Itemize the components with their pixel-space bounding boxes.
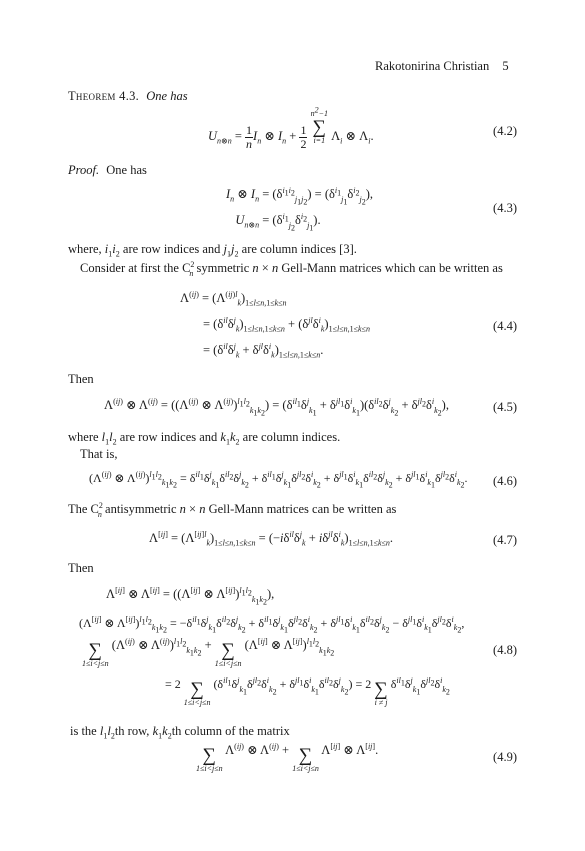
paragraph-where-indices: where, $i_1i_2$ are row indices and $j_1j_2$ are column indices [3]. [68, 242, 357, 259]
proof-label: Proof. [68, 163, 100, 177]
equation-number: (4.9) [493, 750, 517, 764]
proof-text: One has [106, 163, 147, 177]
equation-4-8-line2: (Λ[ij] ⊗ $\Lambda[ij])^{l_1l_2}_{k_1k_2} = -\delta^{il_1}\delta^j_{k_1}\delta^{il_2}\delta^j_{k_2} + \delta^{il_1}\delta^j_{k_1}\delta^{jl_2}\delta^i_{k_2} + \delta^{jl_1}\delta^i_{k_1}\delta^{il_2}\delta^j_{k_2} - \delta^{jl_1}\delta^i_{k_1}\delta^{jl_2}\delta^i_{k_2}$, [79, 615, 465, 635]
paragraph-where-2: where $l_1l_2$ are row indices and $k_1k_2$ are column indices. [68, 430, 341, 447]
paragraph-consider: Consider at first the $C^2_n$ symmetric n × n Gell-Mann matrices which can be written as [80, 259, 503, 278]
equation-4-4-line1: $\Lambda^{(ij)} = (\Lambda^{(ij)l}_k)_{1\le l\le n,1\le k\le n}$ [180, 289, 287, 308]
header-author: Rakotonirina Christian [375, 59, 490, 73]
equation-number: (4.3) [493, 201, 517, 215]
running-header [375, 59, 509, 73]
equation-4-8-line1: Λ[ij] ⊗ Λ[ij] = ((Λ[ij] ⊗ Λ[ij])$^{l_1l_2}_{k_1k_2}$), [106, 585, 275, 607]
equation-number: (4.4) [493, 319, 517, 333]
equation-4-7: $\Lambda[ij] = (\Lambda^{[ij]l}_k)_{1\le l\le n,1\le k\le n} = (-i\delta^{il}\delta^j_k + i\delta^{jl}\delta^i_k)_{1\le l\le n,1\le k\le n}$. [149, 529, 394, 548]
page-number: 5 [502, 59, 509, 73]
paragraph-antisymmetric: The $C^2_n$ antisymmetric n × n Gell-Mann matrices can be written as [68, 500, 397, 519]
paragraph-is-the: is the $l_1l_2th$ row, $k_1k_2th$ column of the matrix [70, 724, 290, 741]
equation-4-2: $U_{n\otimes n}$ = $\frac{1}{n}$ $I_n$ ⊗ $I_n$ + $\frac{1}{2}$ $n^2-1$ ∑ i=1 $\Lambda_i$ ⊗ $\Lambda_i$. [208, 105, 374, 151]
equation-4-8-line4: = 2 ∑ 1≤i<j≤n $(\delta^{il_1}\delta^j_{k_1}\delta^{jl_2}\delta^i_{k_2} + \delta^{jl_1}\delta^i_{k_1}\delta^{il_2}\delta^j_{k_2}) = 2$ ∑ i ≠ j $\delta^{il_1}\delta^j_{k_1}\delta^{jl_2}\delta^i_{k_2}$ [165, 676, 450, 707]
theorem-statement: One has [146, 89, 188, 103]
equation-4-3-line1: $I_n$ ⊗ $I_n = (\delta^{i_1i_2}_{j_1j_2}) = (\delta^{i_1}_{j_1}\delta^{i_2}_{j_2})$, [226, 185, 374, 207]
paragraph-then-1: Then [68, 372, 94, 386]
equation-number: (4.8) [493, 643, 517, 657]
equation-number: (4.2) [493, 124, 517, 138]
equation-number: (4.6) [493, 474, 517, 488]
equation-number: (4.5) [493, 400, 517, 414]
paragraph-then-2: Then [68, 561, 94, 575]
equation-number: (4.7) [493, 533, 517, 547]
equation-4-6: ($\Lambda^{(ij)}$ ⊗ $\Lambda^{(ij)})^{l_1l_2}_{k_1k_2} = \delta^{il_1}\delta^j_{k_1}\delta^{il_2}\delta^j_{k_2} + \delta^{il_1}\delta^j_{k_1}\delta^{jl_2}\delta^i_{k_2} + \delta^{jl_1}\delta^i_{k_1}\delta^{il_2}\delta^j_{k_2} + \delta^{jl_1}\delta^i_{k_1}\delta^{jl_2}\delta^i_{k_2}$. [89, 470, 468, 490]
theorem-heading [68, 89, 188, 103]
equation-4-3-line2: $U_{n\otimes n} = (\delta^{i_1}_{j_2}\delta^{i_2}_{j_1})$. [235, 211, 321, 233]
equation-4-9: ∑ 1≤i<j≤n $\Lambda^{(ij)}$ ⊗ $\Lambda^{(ij)}$ + ∑ 1≤i<j≤n Λ[ij] ⊗ Λ[ij]. [196, 742, 379, 773]
equation-4-5: $\Lambda^{(ij)}$ ⊗ $\Lambda^{(ij)} = ((\Lambda^{(ij)}$ ⊗ $\Lambda^{(ij)})^{l_1l_2}_{k_1k_2}) = (\delta^{il_1}\delta^j_{k_1} + \delta^{jl_1}\delta^i_{k_1})(\delta^{il_2}\delta^j_{k_2} + \delta^{jl_2}\delta^i_{k_2})$, [104, 396, 449, 418]
theorem-label: Theorem 4.3. [68, 89, 140, 103]
equation-4-4-line2: = $(\delta^{il}\delta^j_k)_{1\le l\le n,1\le k\le n} + (\delta^{jl}\delta^i_k)_{1\le l\le n,1\le k\le n}$ [203, 315, 370, 334]
proof-heading [68, 163, 147, 177]
equation-4-8-line3: ∑ 1≤i<j≤n ($\Lambda^{(ij)}$ ⊗ $\Lambda^{(ij)})^{l_1l_2}_{k_1k_2}$ + ∑ 1≤i<j≤n (Λ[ij] ⊗ Λ[ij])$^{l_1l_2}_{k_1k_2}$ [82, 637, 335, 668]
paragraph-that-is: That is, [80, 447, 118, 461]
equation-4-4-line3: = $(\delta^{il}\delta^j_k + \delta^{jl}\delta^i_k)_{1\le l\le n,1\le k\le n}$. [203, 341, 324, 360]
